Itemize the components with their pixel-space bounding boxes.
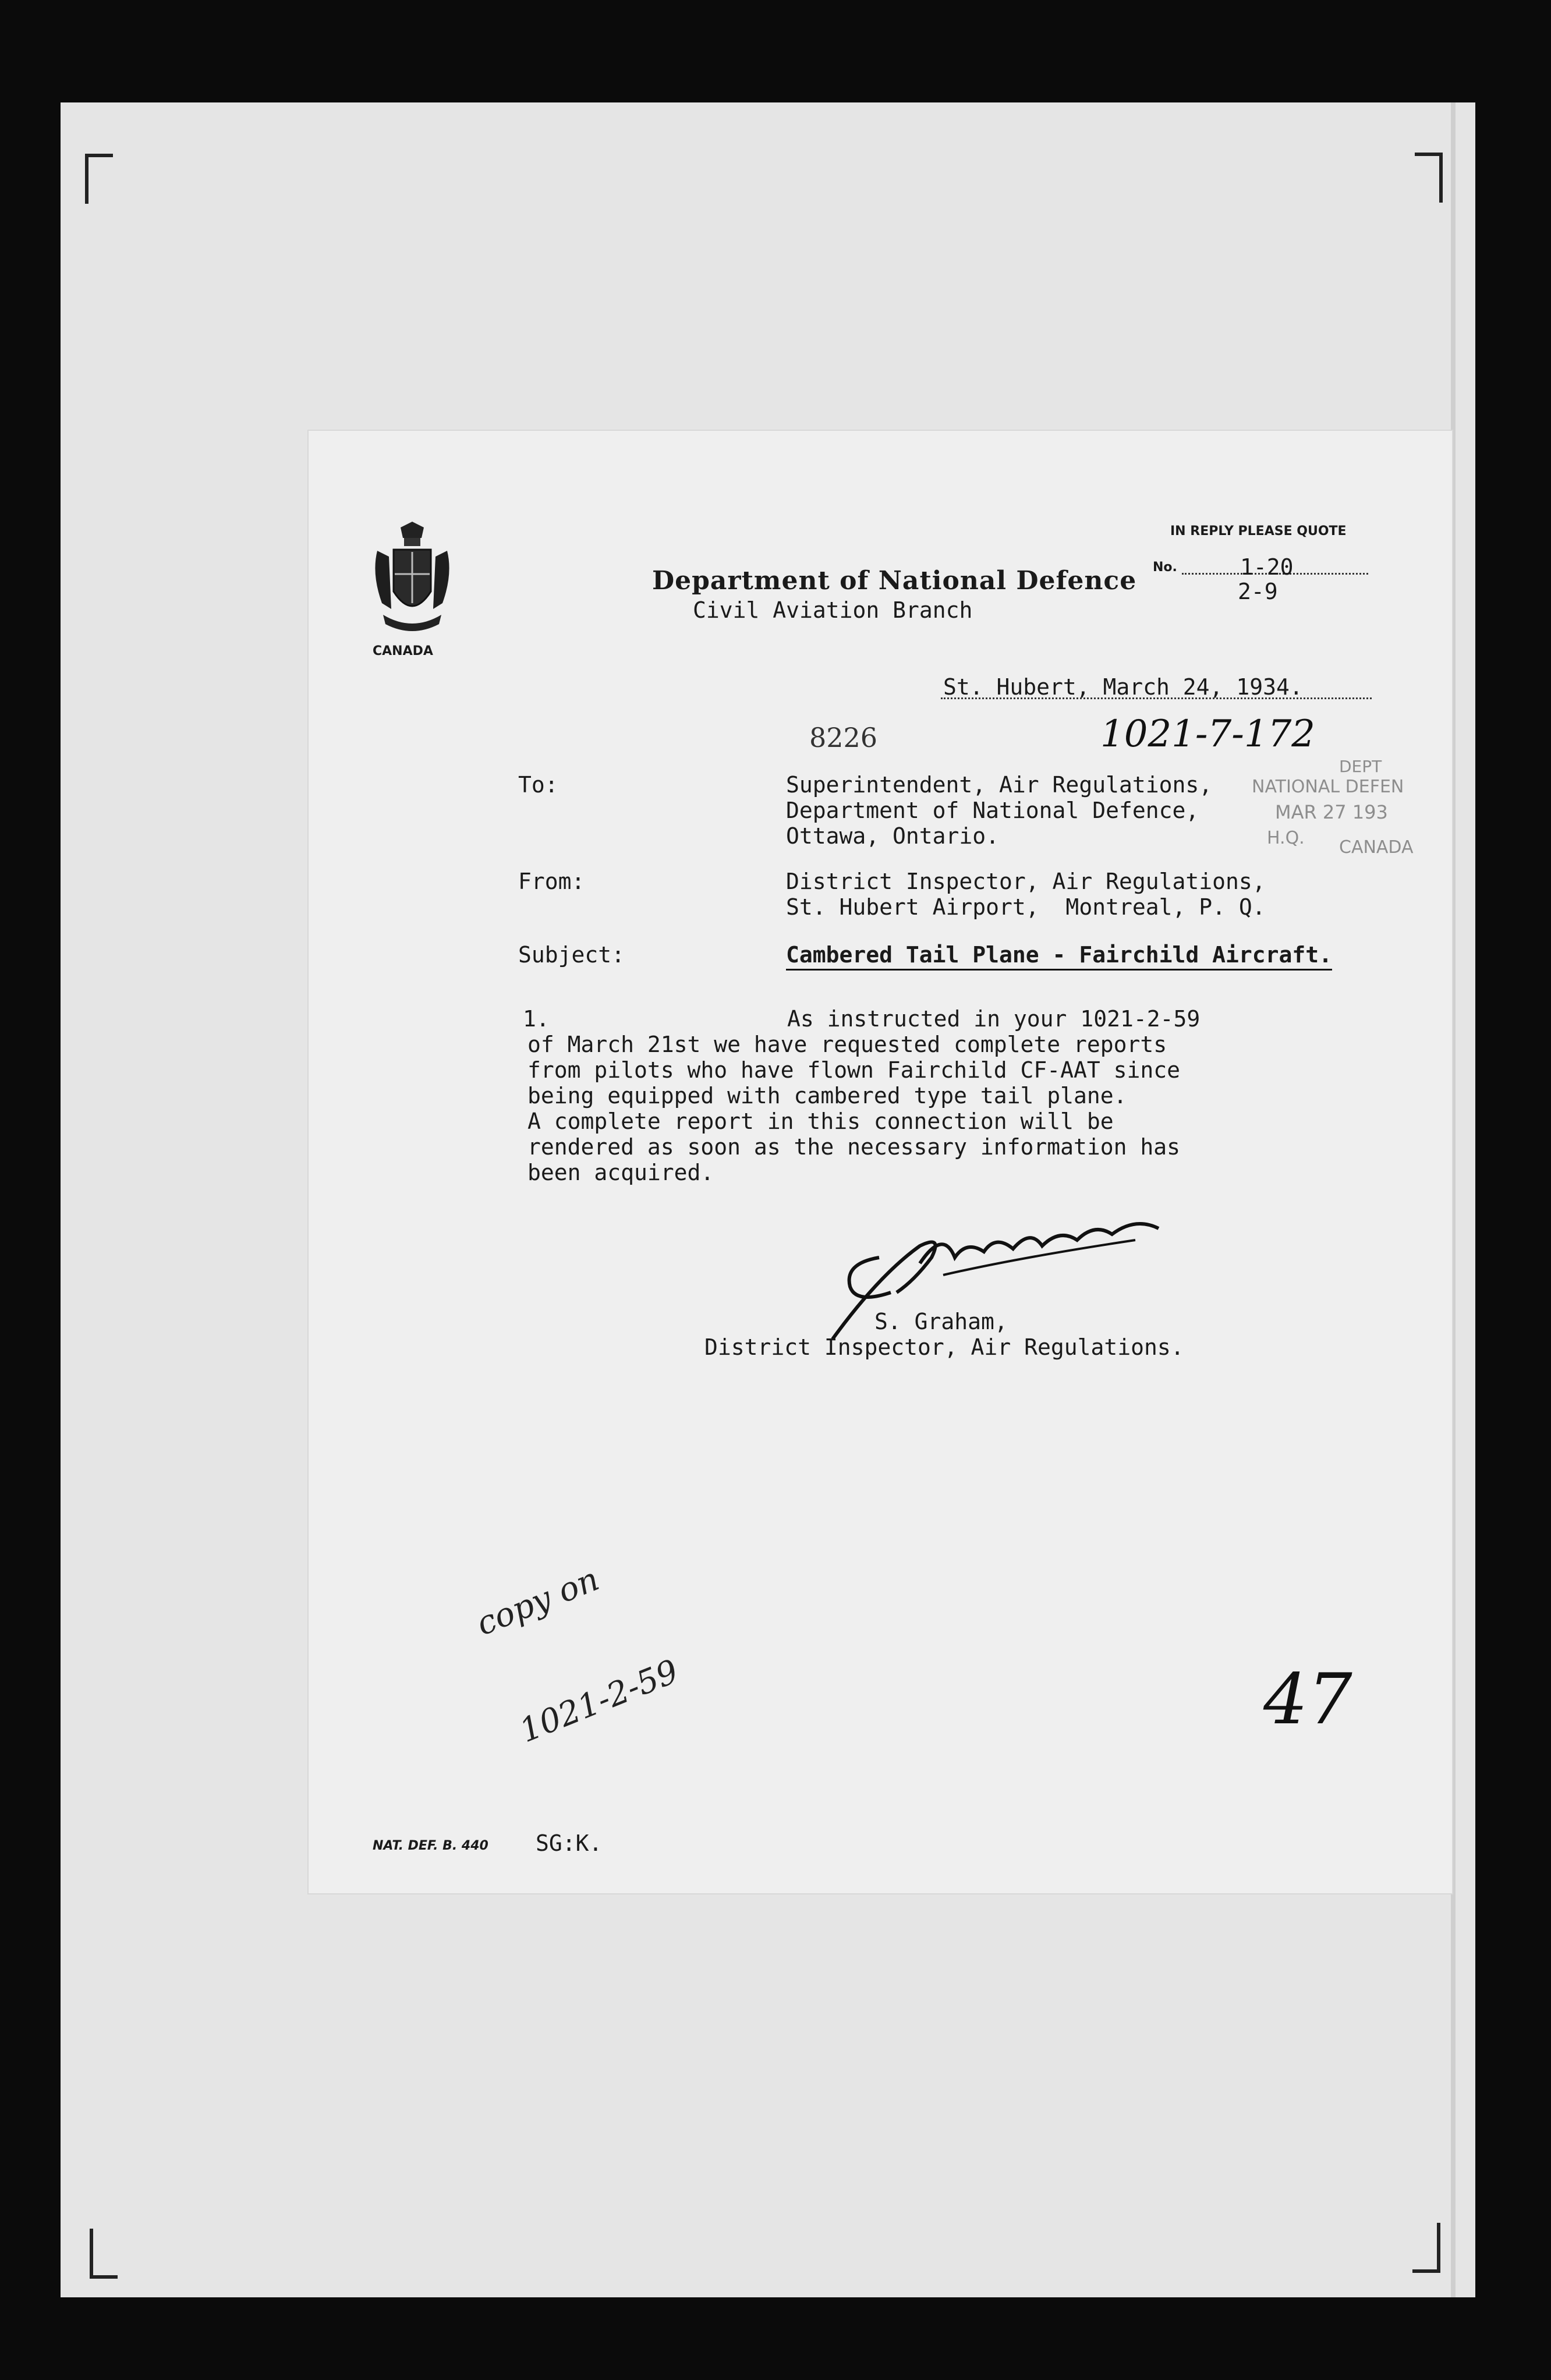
form-number: NAT. DEF. B. 440 (373, 1839, 488, 1853)
sender-line: District Inspector, Air Regulations, (786, 869, 1266, 894)
body-line: A complete report in this connection will be (527, 1108, 1114, 1134)
crop-mark-bottom-left (90, 2229, 118, 2279)
body-line: of March 21st we have requested complete reports (527, 1032, 1167, 1057)
body-line: from pilots who have flown Fairchild CF-AAT since (527, 1057, 1181, 1083)
subject-label: Subject: (518, 942, 625, 968)
stamp-line: NATIONAL DEFEN (1252, 777, 1404, 797)
coat-of-arms-icon (366, 522, 459, 638)
to-label: To: (518, 772, 558, 798)
body-line: being equipped with cambered type tail plane. (527, 1083, 1127, 1108)
margin-note-line: 1021-2-59 (514, 1652, 684, 1751)
body-line: As instructed in your 1021-2-59 (787, 1006, 1201, 1032)
reply-number-line-1: 1-20 (1240, 554, 1294, 580)
recipient-line: Ottawa, Ontario. (786, 823, 1000, 849)
stamp-line: MAR 27 193 (1275, 801, 1388, 823)
handwritten-file-number: 1021-7-172 (1100, 713, 1315, 756)
typist-initials: SG:K. (536, 1830, 603, 1856)
letter-page (309, 431, 1452, 1893)
paragraph-number: 1. (523, 1006, 550, 1032)
body-line: rendered as soon as the necessary information has (527, 1134, 1181, 1160)
stamp-line: H.Q. (1267, 828, 1305, 848)
reply-number-line-2: 2-9 (1238, 579, 1278, 604)
recipient-line: Superintendent, Air Regulations, (786, 772, 1213, 798)
margin-note-line: copy on (471, 1560, 604, 1644)
department-title: Department of National Defence (652, 566, 1137, 596)
sender-line: St. Hubert Airport, Montreal, P. Q. (786, 894, 1266, 920)
crest-label: CANADA (373, 644, 433, 658)
dateline-dotted-line (941, 697, 1372, 699)
stamp-line: DEPT (1339, 757, 1382, 776)
reply-number-label: No. (1153, 560, 1177, 575)
stamp-line: CANADA (1339, 837, 1414, 858)
subject-text: Cambered Tail Plane - Fairchild Aircraft. (786, 942, 1332, 971)
crop-mark-top-right (1415, 153, 1443, 203)
received-date-stamp (1252, 757, 1438, 879)
from-label: From: (518, 869, 585, 894)
crop-mark-top-left (85, 154, 113, 204)
handwritten-margin-note (442, 1474, 713, 1822)
branch-name: Civil Aviation Branch (693, 597, 973, 623)
number-stamp: 8226 (809, 722, 878, 753)
recipient-line: Department of National Defence, (786, 798, 1199, 823)
signatory-name: S. Graham, (874, 1309, 1008, 1334)
body-line: been acquired. (527, 1160, 714, 1185)
dateline: St. Hubert, March 24, 1934. (943, 674, 1303, 700)
crop-mark-bottom-right (1412, 2223, 1440, 2273)
handwritten-page-number: 47 (1263, 1659, 1352, 1740)
reply-quote-label: IN REPLY PLEASE QUOTE (1170, 524, 1347, 539)
signatory-title: District Inspector, Air Regulations. (704, 1334, 1184, 1360)
